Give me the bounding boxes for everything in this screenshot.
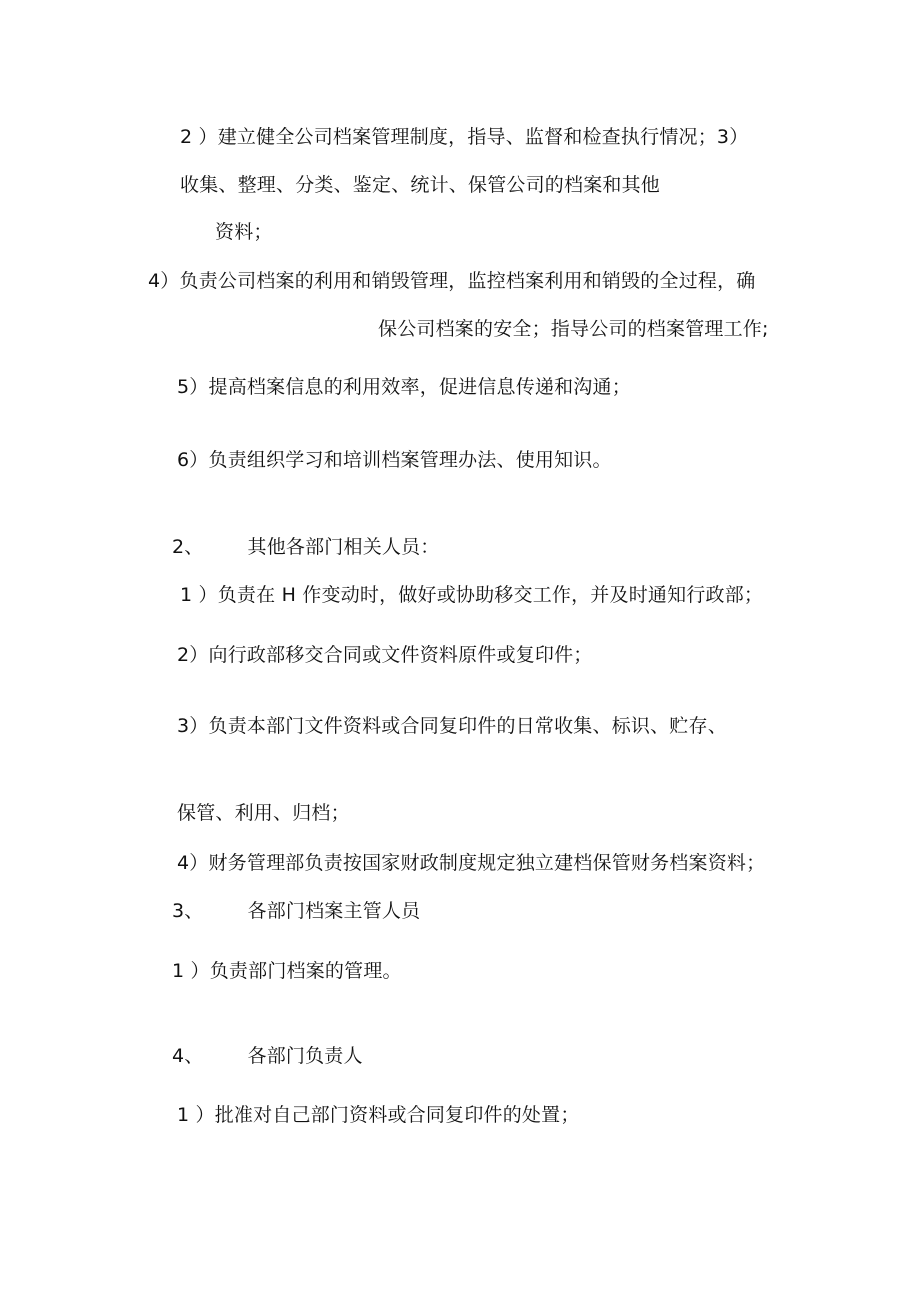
- text-line: 资料；: [215, 221, 273, 243]
- text-line: 1 ）负责部门档案的管理。: [172, 960, 402, 982]
- section-heading: [172, 534, 440, 560]
- text-line: 收集、整理、分类、鉴定、统计、保管公司的档案和其他: [180, 174, 661, 196]
- section-number: 2、: [172, 536, 204, 558]
- text-line: 2）向行政部移交合同或文件资料原件或复印件；: [177, 644, 593, 666]
- section-title: 各部门档案主管人员: [247, 900, 421, 922]
- text-line: 2 ）建立健全公司档案管理制度，指导、监督和检查执行情况；3）: [180, 126, 749, 148]
- text-line: 保管、利用、归档；: [177, 802, 350, 824]
- text-line: 4）财务管理部负责按国家财政制度规定独立建档保管财务档案资料；: [177, 852, 766, 874]
- section-title: 各部门负责人: [247, 1045, 363, 1067]
- text-line: 5）提高档案信息的利用效率，促进信息传递和沟通；: [177, 376, 631, 398]
- section-number: 3、: [172, 900, 204, 922]
- text-line: 保公司档案的安全；指导公司的档案管理工作;: [378, 318, 769, 340]
- text-line: 1 ）负责在 H 作变动时，做好或协助移交工作，并及时通知行政部；: [180, 584, 764, 606]
- section-heading: [172, 1043, 363, 1069]
- text-line: 4）负责公司档案的利用和销毁管理，监控档案利用和销毁的全过程，确: [148, 270, 756, 292]
- section-number: 4、: [172, 1045, 204, 1067]
- text-line: 6）负责组织学习和培训档案管理办法、使用知识。: [177, 449, 612, 471]
- section-heading: [172, 898, 420, 924]
- text-line: 1 ）批准对自己部门资料或合同复印件的处置；: [177, 1104, 580, 1126]
- text-line: 3）负责本部门文件资料或合同复印件的日常收集、标识、贮存、: [177, 715, 727, 737]
- section-title: 其他各部门相关人员：: [247, 536, 440, 558]
